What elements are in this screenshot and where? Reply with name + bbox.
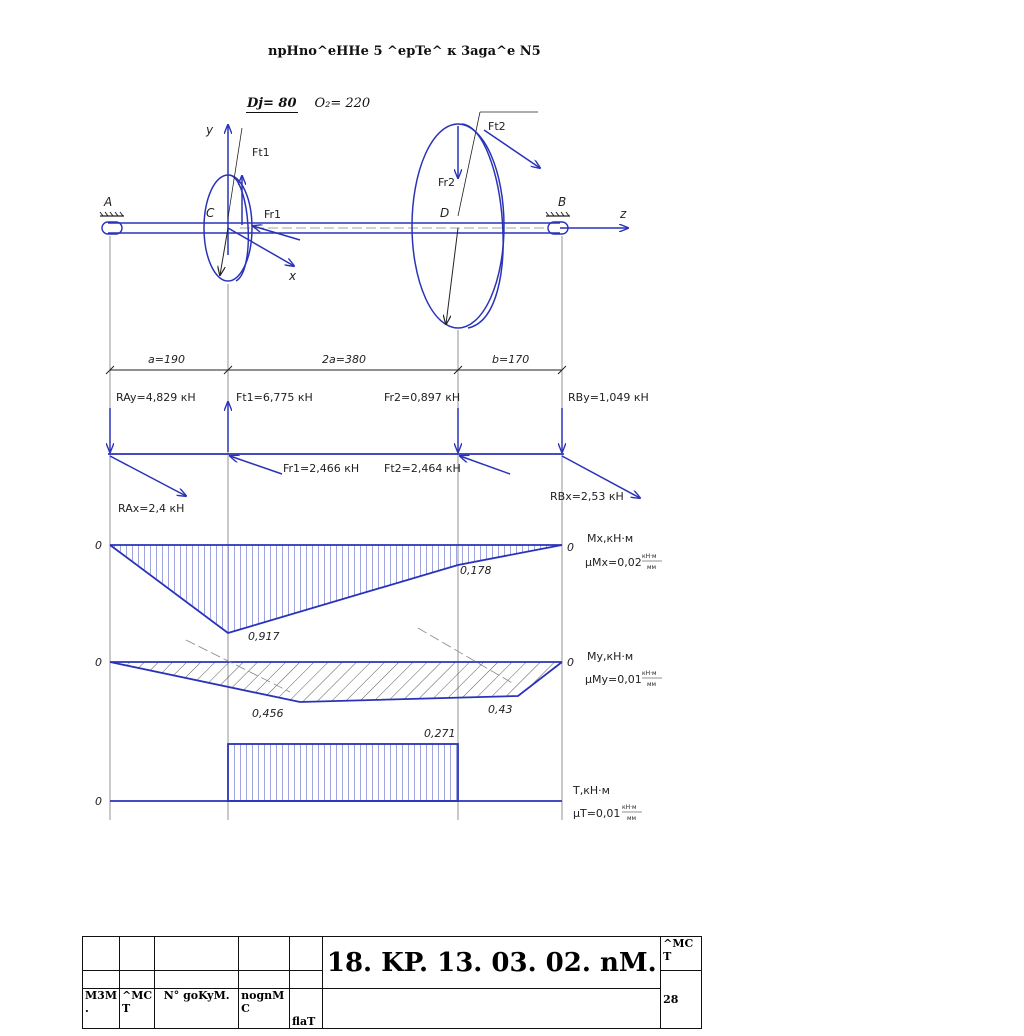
my-label: My,кН·м — [587, 650, 634, 663]
stamp-cell — [83, 971, 120, 989]
load-diagram — [108, 391, 649, 515]
gear-2-rim — [462, 124, 503, 328]
t-scale-units-top: кН·м — [622, 804, 637, 811]
ray-label: RAy=4,829 кН — [116, 391, 196, 404]
gear-2-radius — [446, 228, 458, 324]
bearing-a — [102, 222, 122, 234]
drawing-code: 18. KP. 13. 03. 02. nM. — [322, 937, 660, 989]
dimension-2a-label: 2a=380 — [322, 353, 366, 366]
rbx-label: RBx=2,53 кН — [550, 490, 624, 503]
stamp-cell — [239, 937, 290, 971]
diameter-d2-label: O₂= 220 — [314, 96, 371, 111]
stamp-cell — [155, 937, 239, 971]
t-zero-left: 0 — [95, 795, 102, 808]
ft2-label: Ft2=2,464 кН — [384, 462, 461, 475]
rax-arrow — [110, 456, 186, 496]
col-izm: M3M . — [83, 989, 120, 1029]
stamp-cell — [83, 937, 120, 971]
my-scale-units-bottom: мм — [647, 681, 657, 688]
rax-label: RAx=2,4 кН — [118, 502, 185, 515]
sheet-label: ^MC T — [661, 937, 702, 971]
mx-scale: μMx=0,02 — [585, 556, 642, 569]
my-scale-units-top: кН·м — [642, 670, 657, 677]
t-diagram — [95, 727, 642, 822]
stamp-cell — [120, 971, 155, 989]
t-scale: μT=0,01 — [573, 807, 621, 820]
col-date: flaT — [290, 989, 323, 1029]
t-label: T,кН·м — [573, 784, 610, 797]
my-value-c: 0,456 — [252, 707, 284, 720]
fr2-label: Fr2=0,897 кН — [384, 391, 461, 404]
mx-value-c: 0,917 — [248, 630, 280, 643]
my-scale: μMy=0,01 — [585, 673, 642, 686]
shaft-scheme — [100, 112, 628, 328]
rby-label: RBy=1,049 кН — [568, 391, 649, 404]
stamp-cell — [290, 937, 323, 971]
point-c-label: C — [206, 206, 215, 220]
gear-2-ft2-label: Ft2 — [488, 120, 506, 133]
gear-1-fr1-label: Fr1 — [264, 208, 282, 221]
mx-zero-right: 0 — [567, 541, 574, 554]
stamp-cell — [290, 971, 323, 989]
my-zero-left: 0 — [95, 656, 102, 669]
diameter-d1-label: Dj= 80 — [247, 96, 297, 111]
dimension-a-label: a=190 — [148, 353, 185, 366]
title-block-table — [82, 936, 702, 1029]
stamp-cell — [322, 989, 660, 1029]
gear-1-radius — [220, 228, 228, 275]
t-value: 0,271 — [424, 727, 456, 740]
mx-scale-units-bottom: мм — [647, 564, 657, 571]
point-b-label: B — [558, 195, 567, 209]
mx-diagram — [95, 532, 662, 643]
stamp-cell — [239, 971, 290, 989]
gear-2-fr2-label: Fr2 — [438, 176, 456, 189]
col-doc: N° goKyM. — [155, 989, 239, 1029]
axis-y-leader — [228, 128, 242, 218]
gear-1-ft1-label: Ft1 — [252, 146, 270, 159]
t-scale-units-bottom: мм — [627, 815, 637, 822]
t-fill — [228, 744, 458, 801]
my-diagram — [95, 628, 662, 720]
mx-value-d: 0,178 — [460, 564, 492, 577]
fr1-arrow — [230, 456, 282, 474]
reference-lines — [110, 236, 562, 820]
dimension-row — [106, 353, 566, 374]
mx-label: Mx,кН·м — [587, 532, 634, 545]
gear-2-ft2-arrow — [484, 130, 540, 168]
axis-y-label: y — [206, 123, 214, 137]
point-d-label: D — [440, 206, 450, 220]
ft2-arrow — [460, 456, 510, 474]
point-a-label: A — [104, 195, 113, 209]
axis-z-label: z — [620, 207, 627, 221]
stamp-cell — [120, 937, 155, 971]
my-value-d: 0,43 — [488, 703, 513, 716]
stamp-cell — [155, 971, 239, 989]
my-zero-right: 0 — [567, 656, 574, 669]
mx-zero-left: 0 — [95, 539, 102, 552]
fr1-label: Fr1=2,466 кН — [283, 462, 360, 475]
axis-x-label: x — [289, 269, 297, 283]
ft1-label: Ft1=6,775 кН — [236, 391, 313, 404]
col-list: ^MC T — [120, 989, 155, 1029]
page-title: npHno^eHHe 5 ^epTe^ к 3aga^e N5 — [268, 44, 541, 59]
col-sign: nognM C — [239, 989, 290, 1029]
title-block — [82, 936, 702, 1036]
mx-scale-units-top: кН·м — [642, 553, 657, 560]
dimension-b-label: b=170 — [492, 353, 530, 366]
sheet-number: 28 — [661, 971, 702, 1029]
